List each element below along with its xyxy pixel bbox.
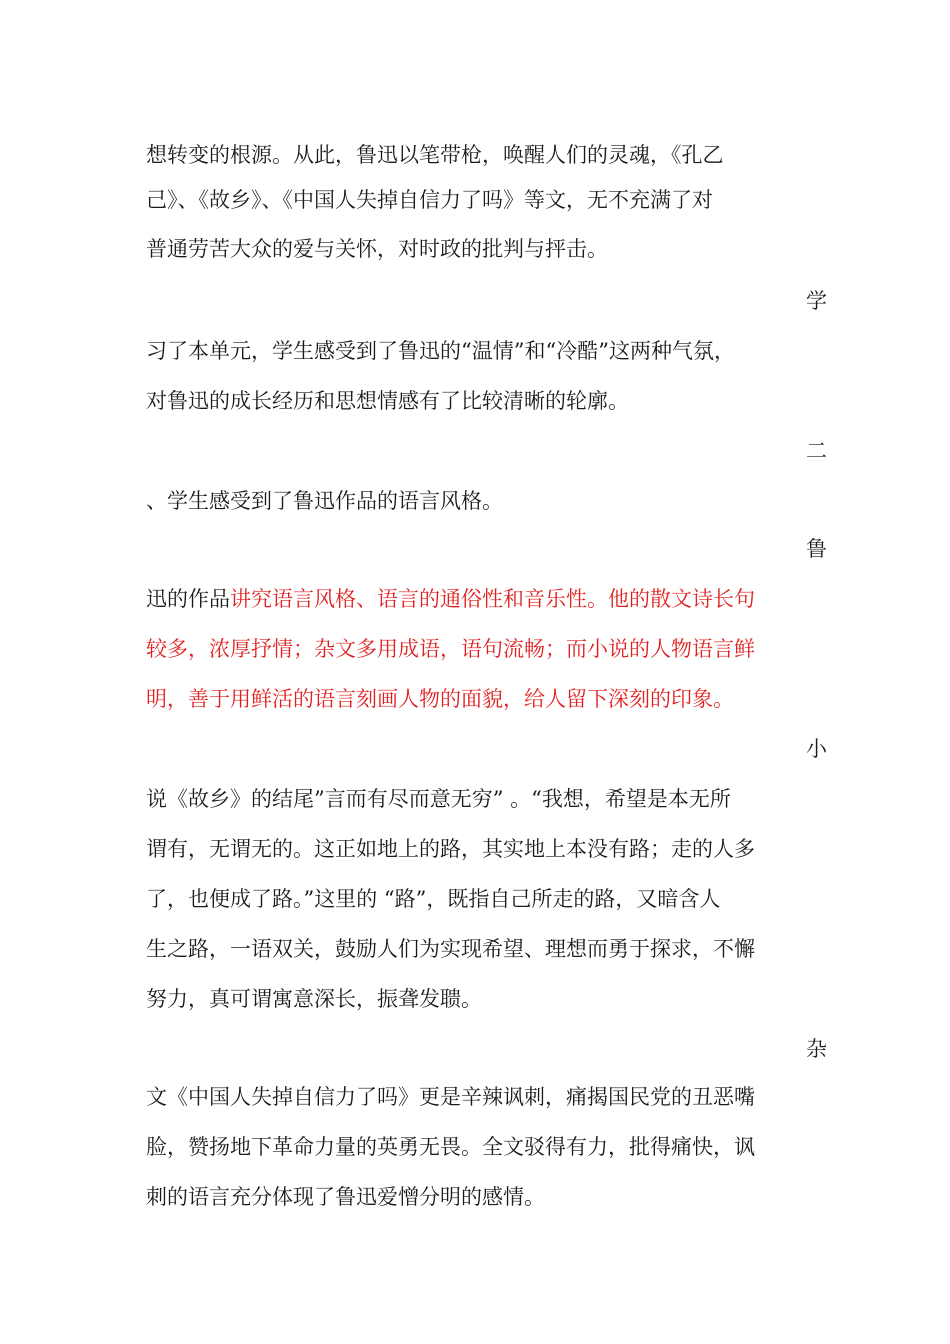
paragraph-line: 生之路，一语双关，鼓励人们为实现希望、理想而勇于探求，不懈 (146, 937, 755, 961)
paragraph-line: 谓有，无谓无的。这正如地上的路，其实地上本没有路；走的人多 (146, 837, 755, 861)
paragraph-line (146, 584, 755, 614)
paragraph-line: 努力，真可谓寓意深长，振聋发聩。 (146, 987, 482, 1011)
paragraph-first-char: 杂 (806, 1037, 827, 1061)
plain-text: 迅的作品 (146, 587, 230, 611)
paragraph-line: 脸，赞扬地下革命力量的英勇无畏。全文驳得有力，批得痛快，讽 (146, 1135, 755, 1159)
paragraph-line: 普通劳苦大众的爱与关怀，对时政的批判与抨击。 (146, 237, 608, 261)
paragraph-line: 了，也便成了路。”这里的 “路”，既指自己所走的路，又暗含人 (146, 887, 721, 911)
paragraph-first-char: 二 (806, 439, 827, 463)
paragraph-line: 刺的语言充分体现了鲁迅爱憎分明的感情。 (146, 1185, 545, 1209)
paragraph-line: 习了本单元，学生感受到了鲁迅的“温情”和“冷酷”这两种气氛， (146, 339, 735, 363)
paragraph-first-char: 小 (806, 737, 827, 761)
paragraph-line: 对鲁迅的成长经历和思想情感有了比较清晰的轮廓。 (146, 389, 629, 413)
highlighted-line: 较多，浓厚抒情；杂文多用成语，语句流畅；而小说的人物语言鲜 (146, 637, 755, 661)
highlighted-text: 讲究语言风格、语言的通俗性和音乐性。他的散文诗长句 (230, 587, 755, 611)
paragraph-line: 文《中国人失掉自信力了吗》更是辛辣讽刺，痛揭国民党的丑恶嘴 (146, 1085, 755, 1109)
paragraph-line: 想转变的根源。从此，鲁迅以笔带枪，唤醒人们的灵魂，《孔乙 (146, 143, 724, 167)
paragraph-first-char: 鲁 (806, 537, 827, 561)
highlighted-line: 明，善于用鲜活的语言刻画人物的面貌，给人留下深刻的印象。 (146, 687, 734, 711)
section-heading-line: 、学生感受到了鲁迅作品的语言风格。 (146, 489, 503, 513)
paragraph-line: 己》、《故乡》、《中国人失掉自信力了吗》等文，无不充满了对 (146, 188, 713, 212)
paragraph-first-char: 学 (806, 289, 827, 313)
paragraph-line: 说《故乡》的结尾”言而有尽而意无穷” 。“我想，希望是本无所 (146, 787, 731, 811)
